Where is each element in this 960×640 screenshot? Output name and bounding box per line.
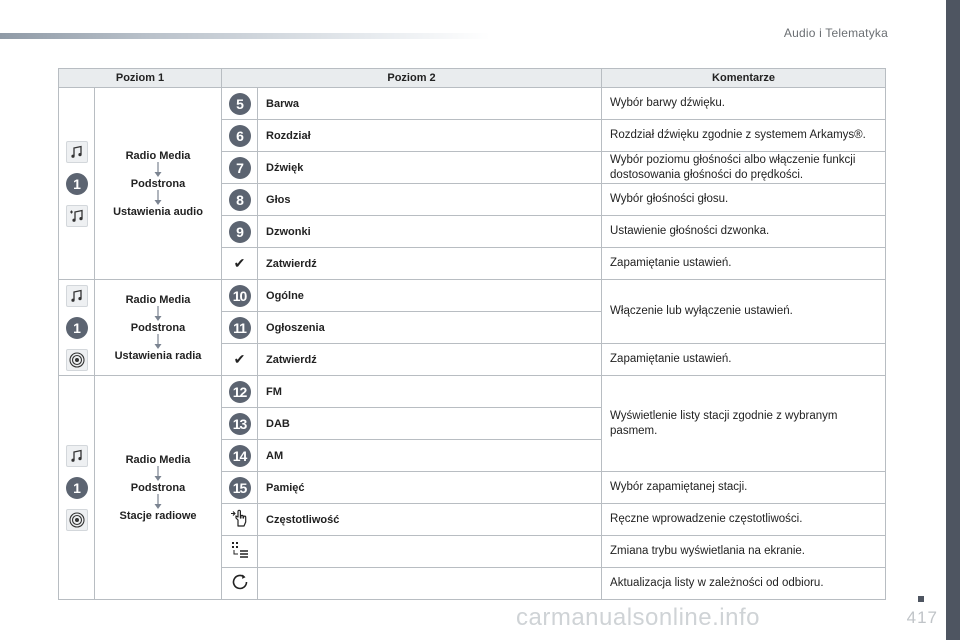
level2-badge: 9 <box>229 221 251 243</box>
music-note-icon <box>66 285 88 307</box>
radio-settings-icon <box>66 349 88 371</box>
music-settings-icon <box>66 205 88 227</box>
level2-label: Rozdział <box>258 120 602 152</box>
level2-badge: 8 <box>229 189 251 211</box>
comment-cell: Wyświetlenie listy stacji zgodnie z wybranym pasmem. <box>602 376 886 472</box>
arrow-down-icon <box>153 494 163 510</box>
level2-badge: 13 <box>229 413 251 435</box>
path-step: Podstrona <box>130 321 186 334</box>
comment-cell: Wybór zapamiętanej stacji. <box>602 472 886 504</box>
level2-label: Pamięć <box>258 472 602 504</box>
comment-cell: Wybór poziomu głośności albo włączenie funkcji dostosowania głośności do prędkości. <box>602 152 886 184</box>
level1-icons <box>59 280 95 376</box>
level2-label: FM <box>258 376 602 408</box>
level2-label: Ogłoszenia <box>258 312 602 344</box>
header-level2: Poziom 2 <box>222 69 602 88</box>
comment-cell: Ręczne wprowadzenie częstotliwości. <box>602 504 886 536</box>
path-step: Podstrona <box>130 177 186 190</box>
level1-badge: 1 <box>66 173 88 195</box>
level1-badge: 1 <box>66 317 88 339</box>
section-title: Audio i Telematyka <box>783 26 888 40</box>
level1-path <box>95 280 222 376</box>
level2-label: Dźwięk <box>258 152 602 184</box>
arrow-down-icon <box>153 334 163 350</box>
level2-label <box>258 568 602 600</box>
level2-label: Zatwierdź <box>258 248 602 280</box>
path-step: Ustawienia radia <box>114 349 202 362</box>
comment-cell: Wybór barwy dźwięku. <box>602 88 886 120</box>
level2-label: Częstotliwość <box>258 504 602 536</box>
path-step: Radio Media <box>125 453 191 466</box>
table-row <box>59 376 886 408</box>
hand-pointer-icon <box>229 507 251 529</box>
comment-cell: Zmiana trybu wyświetlania na ekranie. <box>602 536 886 568</box>
header-level1: Poziom 1 <box>59 69 222 88</box>
level2-badge: 15 <box>229 477 251 499</box>
path-step: Ustawienia audio <box>113 205 203 218</box>
level2-label: Barwa <box>258 88 602 120</box>
header-comments: Komentarze <box>602 69 886 88</box>
radio-station-icon <box>66 509 88 531</box>
level2-badge: 6 <box>229 125 251 147</box>
comment-cell: Rozdział dźwięku zgodnie z systemem Arkamys®. <box>602 120 886 152</box>
comment-cell: Ustawienie głośności dzwonka. <box>602 216 886 248</box>
level2-label: Zatwierdź <box>258 344 602 376</box>
path-step: Radio Media <box>125 293 191 306</box>
table-row <box>59 88 886 120</box>
level2-label <box>258 536 602 568</box>
page-number: 417 <box>906 608 938 627</box>
level1-path <box>95 88 222 280</box>
comment-cell: Włączenie lub wyłączenie ustawień. <box>602 280 886 344</box>
page-edge-strip <box>946 0 960 640</box>
level2-badge: 10 <box>229 285 251 307</box>
music-note-icon <box>66 445 88 467</box>
level1-path <box>95 376 222 600</box>
path-step: Podstrona <box>130 481 186 494</box>
comment-cell: Wybór głośności głosu. <box>602 184 886 216</box>
arrow-down-icon <box>153 466 163 482</box>
level2-badge: 5 <box>229 93 251 115</box>
watermark: carmanualsonline.info <box>516 604 760 631</box>
level1-icons <box>59 88 95 280</box>
path-step: Stacje radiowe <box>119 509 197 522</box>
settings-table <box>58 68 886 600</box>
level1-icons <box>59 376 95 600</box>
checkmark-icon: ✔ <box>233 351 246 367</box>
arrow-down-icon <box>153 306 163 322</box>
table-header-row <box>59 69 886 88</box>
level1-badge: 1 <box>66 477 88 499</box>
page-marker <box>918 596 924 602</box>
table-row <box>59 280 886 312</box>
refresh-icon <box>229 571 251 593</box>
level2-badge: 12 <box>229 381 251 403</box>
checkmark-icon: ✔ <box>233 255 246 271</box>
comment-cell: Zapamiętanie ustawień. <box>602 344 886 376</box>
list-view-icon <box>229 539 251 561</box>
level2-label: AM <box>258 440 602 472</box>
arrow-down-icon <box>153 162 163 178</box>
level2-badge: 14 <box>229 445 251 467</box>
header-rule <box>0 33 490 39</box>
path-step: Radio Media <box>125 149 191 162</box>
comment-cell: Zapamiętanie ustawień. <box>602 248 886 280</box>
level2-label: Ogólne <box>258 280 602 312</box>
music-note-icon <box>66 141 88 163</box>
level2-label: Dzwonki <box>258 216 602 248</box>
arrow-down-icon <box>153 190 163 206</box>
level2-badge: 7 <box>229 157 251 179</box>
level2-badge: 11 <box>229 317 251 339</box>
level2-label: DAB <box>258 408 602 440</box>
comment-cell: Aktualizacja listy w zależności od odbioru. <box>602 568 886 600</box>
level2-label: Głos <box>258 184 602 216</box>
